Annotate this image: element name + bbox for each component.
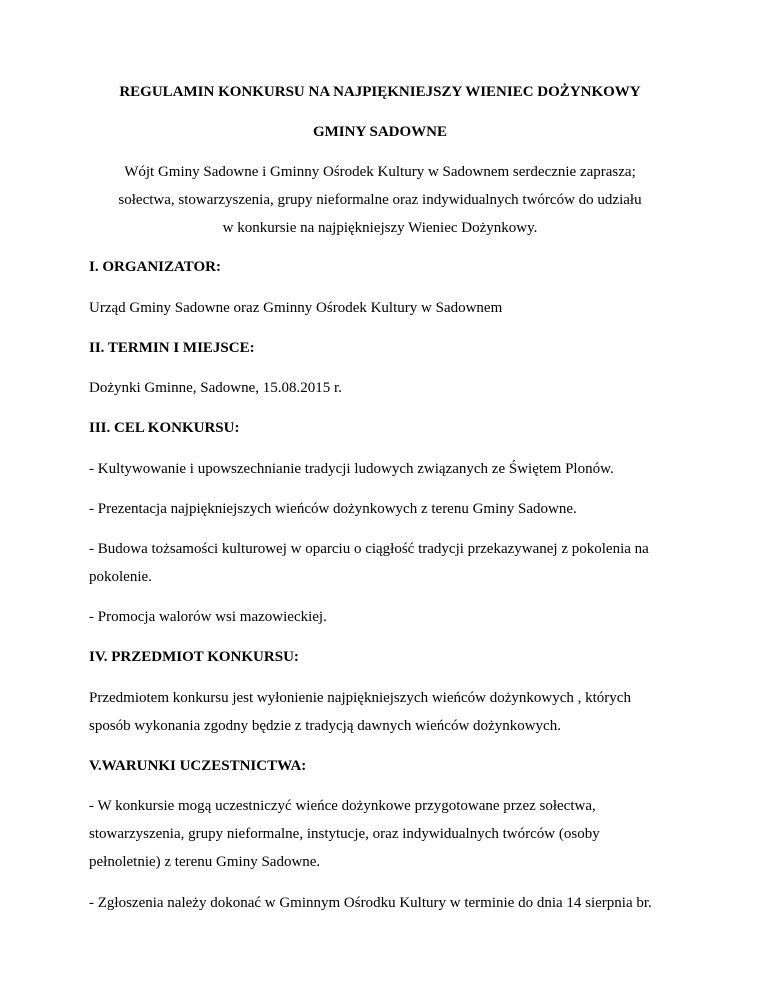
section-conditions-heading: V.WARUNKI UCZESTNICTWA:	[89, 758, 307, 774]
conditions-item-1-line-1: - W konkursie mogą uczestniczyć wieńce dożynkowe przygotowane przez sołectwa,	[89, 798, 596, 814]
subject-line-1: Przedmiotem konkursu jest wyłonienie najpiękniejszych wieńców dożynkowych , których	[89, 690, 631, 706]
conditions-item-1-line-2: stowarzyszenia, grupy nieformalne, instytucje, oraz indywidualnych twórców (osoby	[89, 826, 600, 842]
section-term-text: Dożynki Gminne, Sadowne, 15.08.2015 r.	[89, 380, 342, 396]
section-organizer-text: Urząd Gminy Sadowne oraz Gminny Ośrodek Kultury w Sadownem	[89, 300, 503, 316]
section-goal-heading: III. CEL KONKURSU:	[89, 420, 240, 436]
section-organizer-heading: I. ORGANIZATOR:	[89, 259, 221, 275]
intro-line-3: w konkursie na najpiękniejszy Wieniec Dożynkowy.	[222, 220, 538, 236]
document-title-line2: GMINY SADOWNE	[312, 124, 448, 140]
section-term-heading: II. TERMIN I MIEJSCE:	[89, 340, 255, 356]
conditions-item-1-line-3: pełnoletnie) z terenu Gminy Sadowne.	[89, 854, 321, 870]
intro-line-2: sołectwa, stowarzyszenia, grupy nieformalne oraz indywidualnych twórców do udziału	[118, 192, 642, 208]
conditions-item-2: - Zgłoszenia należy dokonać w Gminnym Ośrodku Kultury w terminie do dnia 14 sierpnia br.	[89, 895, 652, 911]
subject-line-2: sposób wykonania zgodny będzie z tradycją dawnych wieńców dożynkowych.	[89, 718, 561, 734]
goal-item-2: - Prezentacja najpiękniejszych wieńców dożynkowych z terenu Gminy Sadowne.	[89, 501, 577, 517]
section-subject-heading: IV. PRZEDMIOT KONKURSU:	[89, 649, 299, 665]
document-title-line1: REGULAMIN KONKURSU NA NAJPIĘKNIEJSZY WIENIEC DOŻYNKOWY	[119, 84, 641, 100]
goal-item-4: - Promocja walorów wsi mazowieckiej.	[89, 609, 327, 625]
goal-item-1: - Kultywowanie i upowszechnianie tradycji ludowych związanych ze Świętem Plonów.	[89, 461, 614, 477]
goal-item-3-line-1: - Budowa tożsamości kulturowej w oparciu o ciągłość tradycji przekazywanej z pokolenia na	[89, 541, 649, 557]
goal-item-3-line-2: pokolenie.	[89, 569, 152, 585]
intro-line-1: Wójt Gminy Sadowne i Gminny Ośrodek Kultury w Sadownem serdecznie zaprasza;	[124, 164, 636, 180]
